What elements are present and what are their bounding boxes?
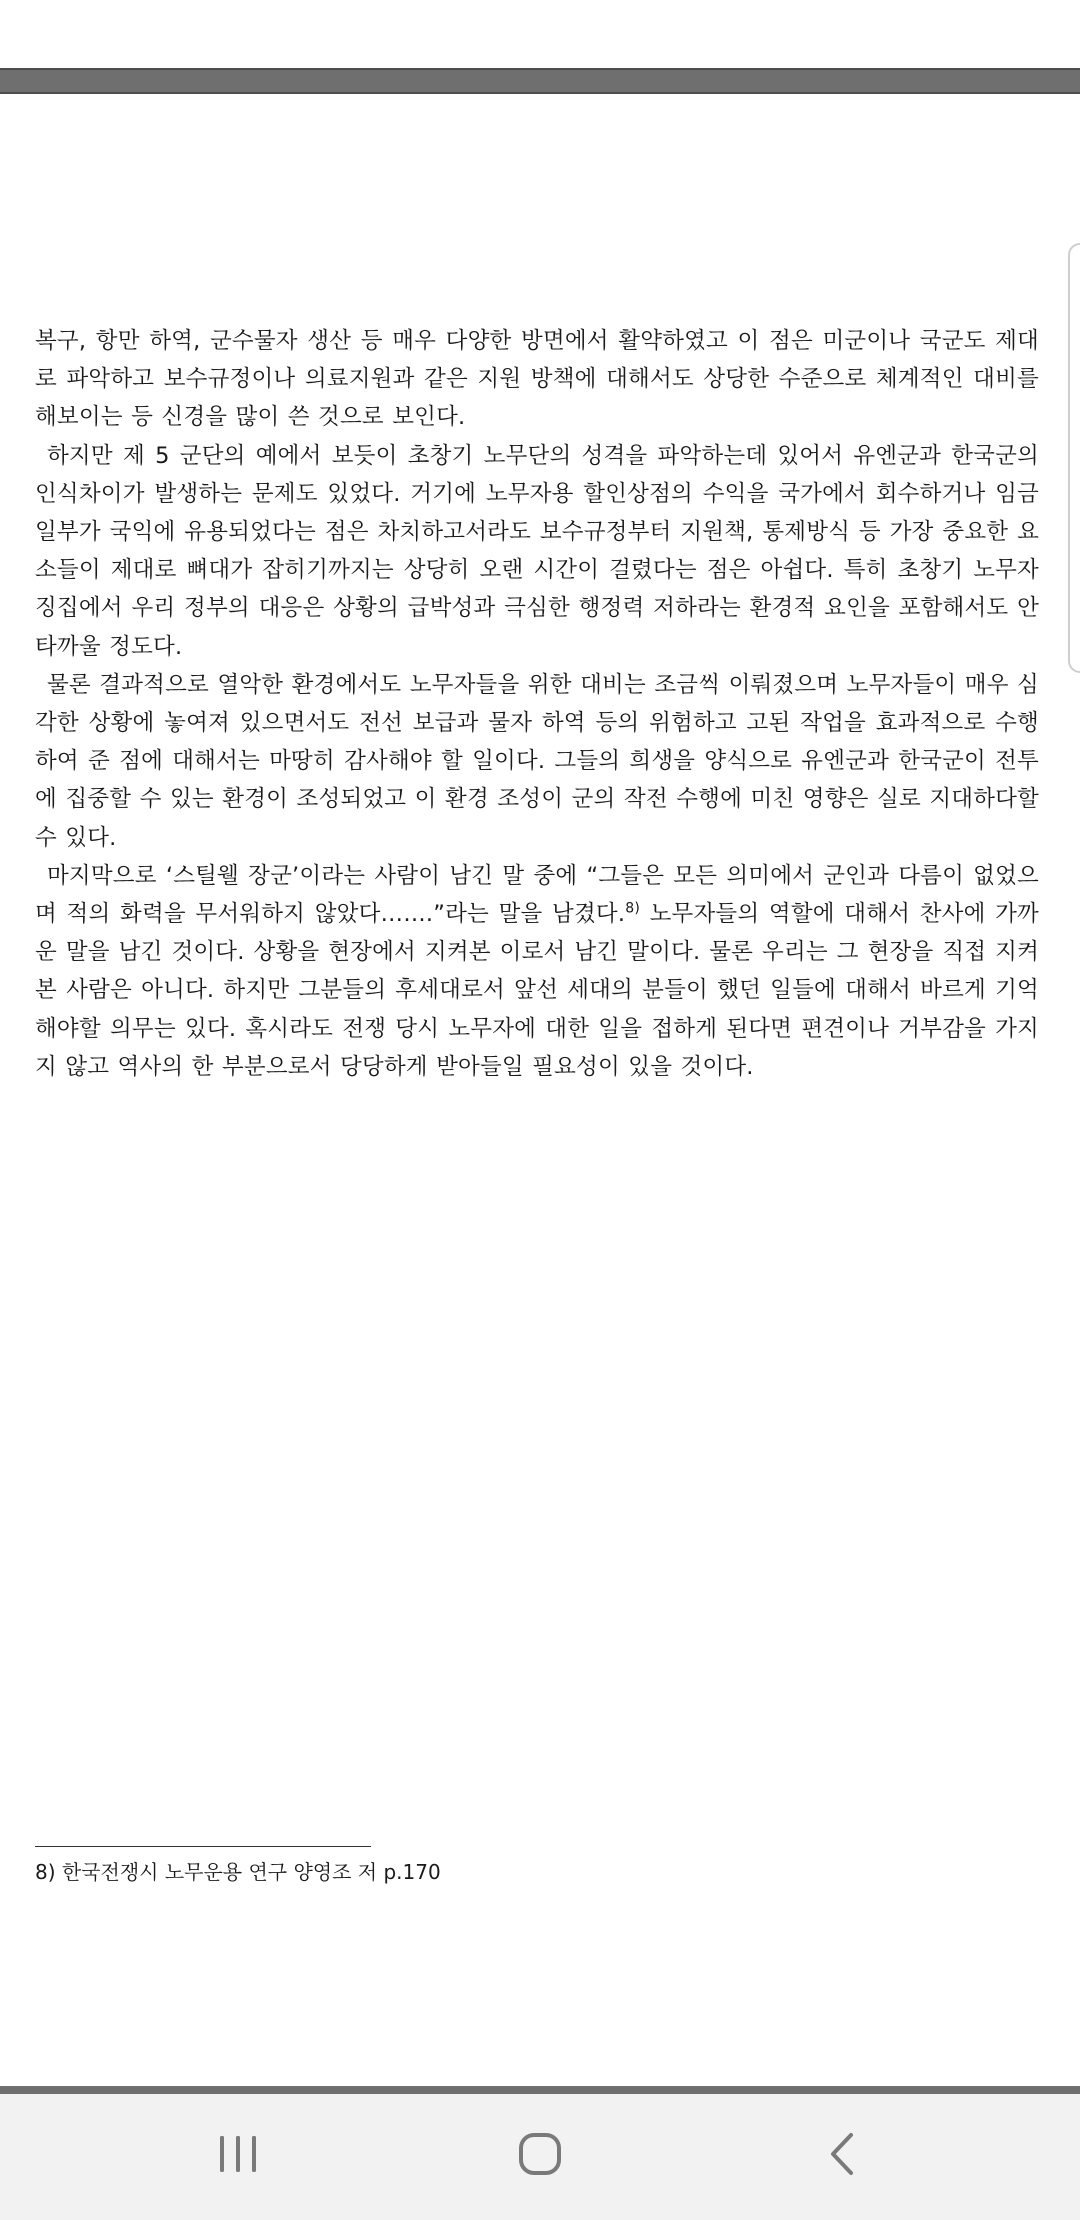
paragraph-4 (35, 857, 1039, 1086)
paragraph-4-text-start: 마지막으로 ‘스틸웰 장군’이라는 사람이 남긴 말 중에 “그들은 모든 의미에서 군인과 다름이 없었으며 적의 화력을 무서워하지 않았다…….”라는 말을 남겼다. (35, 862, 1039, 928)
paragraph-3: 물론 결과적으로 열악한 환경에서도 노무자들을 위한 대비는 조금씩 이뤄졌으며 노무자들이 매우 심각한 상황에 놓여져 있으면서도 전선 보급과 물자 하역 등의 위험하고 고된 작업을 효과적으로 수행하여 준 점에 대해서는 마땅히 감사해야 할 일이다. 그들의 희생을 양식으로 유엔군과 한국군이 전투에 집중할 수 있는 환경이 조성되었고 이 환경 조성이 군의 작전 수행에 미친 영향은 실로 지대하다할 수 있다. (35, 671, 1039, 851)
footnote-divider (35, 1846, 371, 1847)
paragraph-2: 하지만 제 5 군단의 예에서 보듯이 초창기 노무단의 성격을 파악하는데 있어서 유엔군과 한국군의 인식차이가 발생하는 문제도 있었다. 거기에 노무자용 할인상점의 수익을 국가에서 회수하거나 임금 일부가 국익에 유용되었다는 점은 차치하고서라도 보수규정부터 지원책, 통제방식 등 가장 중요한 요소들이 제대로 뼈대가 잡히기까지는 상당히 오랜 시간이 걸렸다는 점은 아쉽다. 특히 초창기 노무자 징집에서 우리 정부의 대응은 상황의 급박성과 극심한 행정력 저하라는 환경적 요인을 포함해서도 안타까울 정도다. (35, 442, 1039, 660)
paragraph-4-text-end: 노무자들의 역할에 대해서 찬사에 가까운 말을 남긴 것이다. 상황을 현장에서 지켜본 이로서 남긴 말이다. 물론 우리는 그 현장을 직접 지켜본 사람은 아니다. 하지만 그분들의 후세대로서 앞선 세대의 분들이 했던 일들에 대해서 바르게 기억해야할 의무는 있다. 혹시라도 전쟁 당시 노무자에 대한 일을 접하게 된다면 편견이나 거부감을 가지지 않고 역사의 한 부분으로서 당당하게 받아들일 필요성이 있을 것이다. (35, 901, 1039, 1080)
system-navigation-bar (0, 2094, 1080, 2220)
footnote-text: 8) 한국전쟁시 노무운용 연구 양영조 저 p.170 (35, 1860, 441, 1884)
recent-apps-button[interactable] (193, 2114, 283, 2194)
paragraph-1: 복구, 항만 하역, 군수물자 생산 등 매우 다양한 방면에서 활약하였고 이 점은 미군이나 국군도 제대로 파악하고 보수규정이나 의료지원과 같은 지원 방책에 대해서도 상당한 수준으로 체계적인 대비를 해보이는 등 신경을 많이 쓴 것으로 보인다. (35, 328, 1039, 431)
back-icon (827, 2131, 857, 2177)
bottom-divider (0, 2086, 1080, 2094)
recent-apps-icon (216, 2134, 260, 2174)
back-button[interactable] (797, 2114, 887, 2194)
document-top-bar (0, 68, 1080, 94)
home-button[interactable] (495, 2114, 585, 2194)
home-icon (517, 2131, 563, 2177)
document-body (35, 322, 1039, 1086)
footnote-reference[interactable]: 8) (625, 900, 640, 917)
scroll-handle[interactable] (1068, 243, 1080, 673)
